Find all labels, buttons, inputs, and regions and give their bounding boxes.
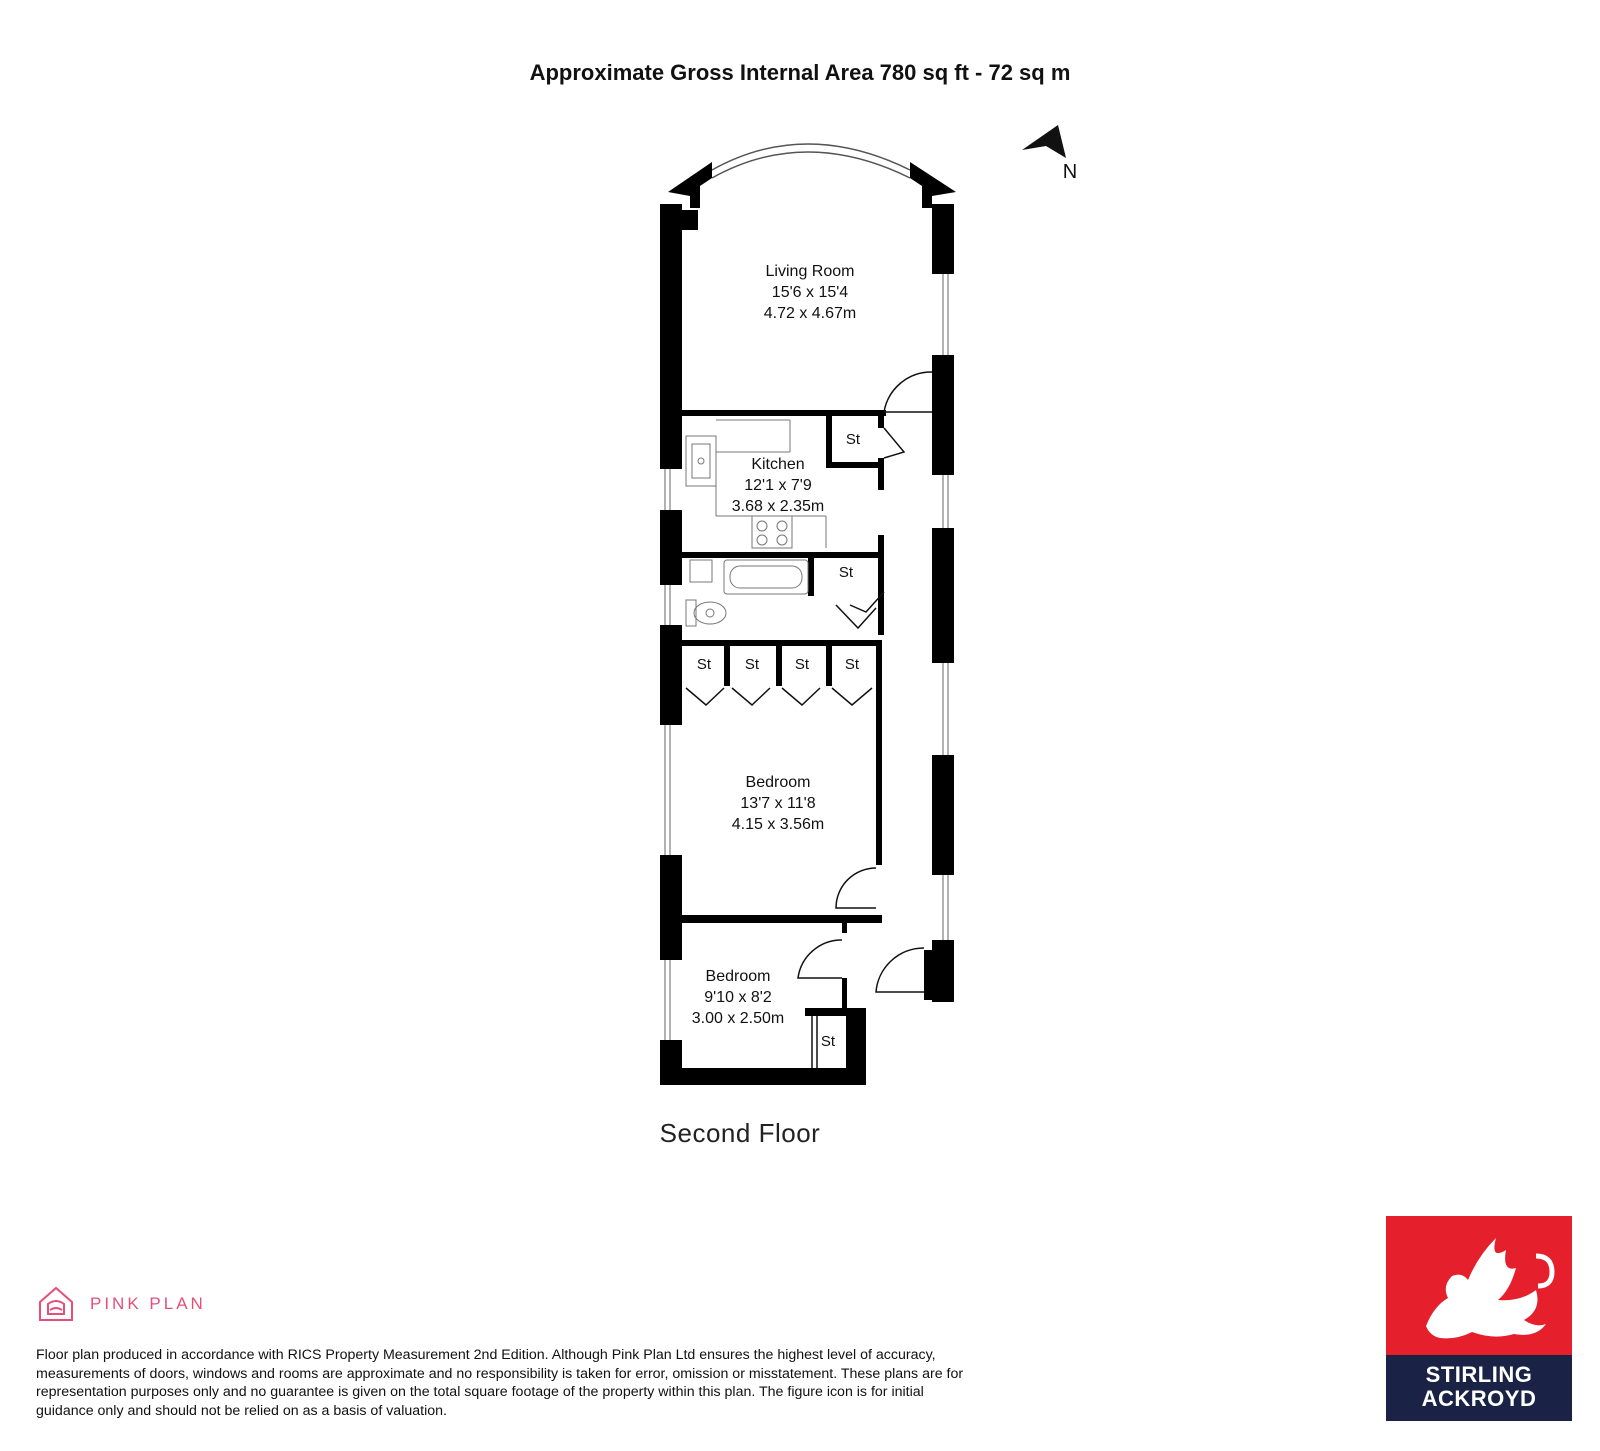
storage-label: St [844, 656, 860, 673]
room-label-bedroom-1 [732, 774, 825, 833]
room-name: Kitchen [751, 456, 805, 473]
north-arrow-icon [1022, 125, 1077, 183]
pink-plan-logo [36, 1284, 206, 1324]
agent-name-line-2: ACKROYD [1421, 1386, 1537, 1411]
room-label-bedroom-2 [692, 968, 785, 1027]
griffin-icon [1386, 1216, 1572, 1355]
compass-letter: N [1062, 161, 1078, 183]
bathroom-fixtures [686, 560, 808, 626]
room-imperial: 13'7 x 11'8 [740, 795, 816, 812]
room-label-living-room [764, 263, 857, 322]
page-title: Approximate Gross Internal Area 780 sq ft - 72 sq m [529, 60, 1071, 85]
floor-label: Second Floor [659, 1118, 821, 1148]
room-metric: 4.15 x 3.56m [731, 816, 825, 833]
storage-label: St [744, 656, 760, 673]
agent-logo [1386, 1216, 1572, 1421]
storage-label: St [845, 431, 861, 448]
storage-label: St [794, 656, 810, 673]
room-imperial: 15'6 x 15'4 [771, 284, 849, 301]
room-label-kitchen [732, 456, 825, 515]
room-name: Living Room [765, 263, 855, 280]
room-imperial: 9'10 x 8'2 [704, 989, 772, 1006]
disclaimer-text: Floor plan produced in accordance with RICS Property Measurement 2nd Edition. Although Pink Plan Ltd ensures the highest level of accuracy, measurements of doors, windows and rooms are approximate and no responsibility is taken for error, omission or misstatement. These plans are for representation purposes only and no guarantee is given on the total square footage of the property within this plan. The figure icon is for initial guidance only and should not be relied on as a basis of valuation. [36, 1347, 964, 1419]
bay-window [668, 144, 956, 208]
agent-name-line-1: STIRLING [1425, 1362, 1533, 1387]
brand-name: PINK PLAN [90, 1294, 206, 1313]
room-imperial: 12'1 x 7'9 [744, 477, 812, 494]
room-metric: 3.00 x 2.50m [691, 1010, 785, 1027]
storage-label: St [838, 564, 854, 581]
room-name: Bedroom [705, 968, 771, 985]
storage-label: St [696, 656, 712, 673]
room-metric: 3.68 x 2.35m [731, 498, 825, 515]
storage-label: St [820, 1033, 836, 1050]
house-icon [36, 1284, 76, 1324]
storage-labels [697, 431, 861, 1050]
room-name: Bedroom [745, 774, 811, 791]
room-metric: 4.72 x 4.67m [763, 305, 857, 322]
